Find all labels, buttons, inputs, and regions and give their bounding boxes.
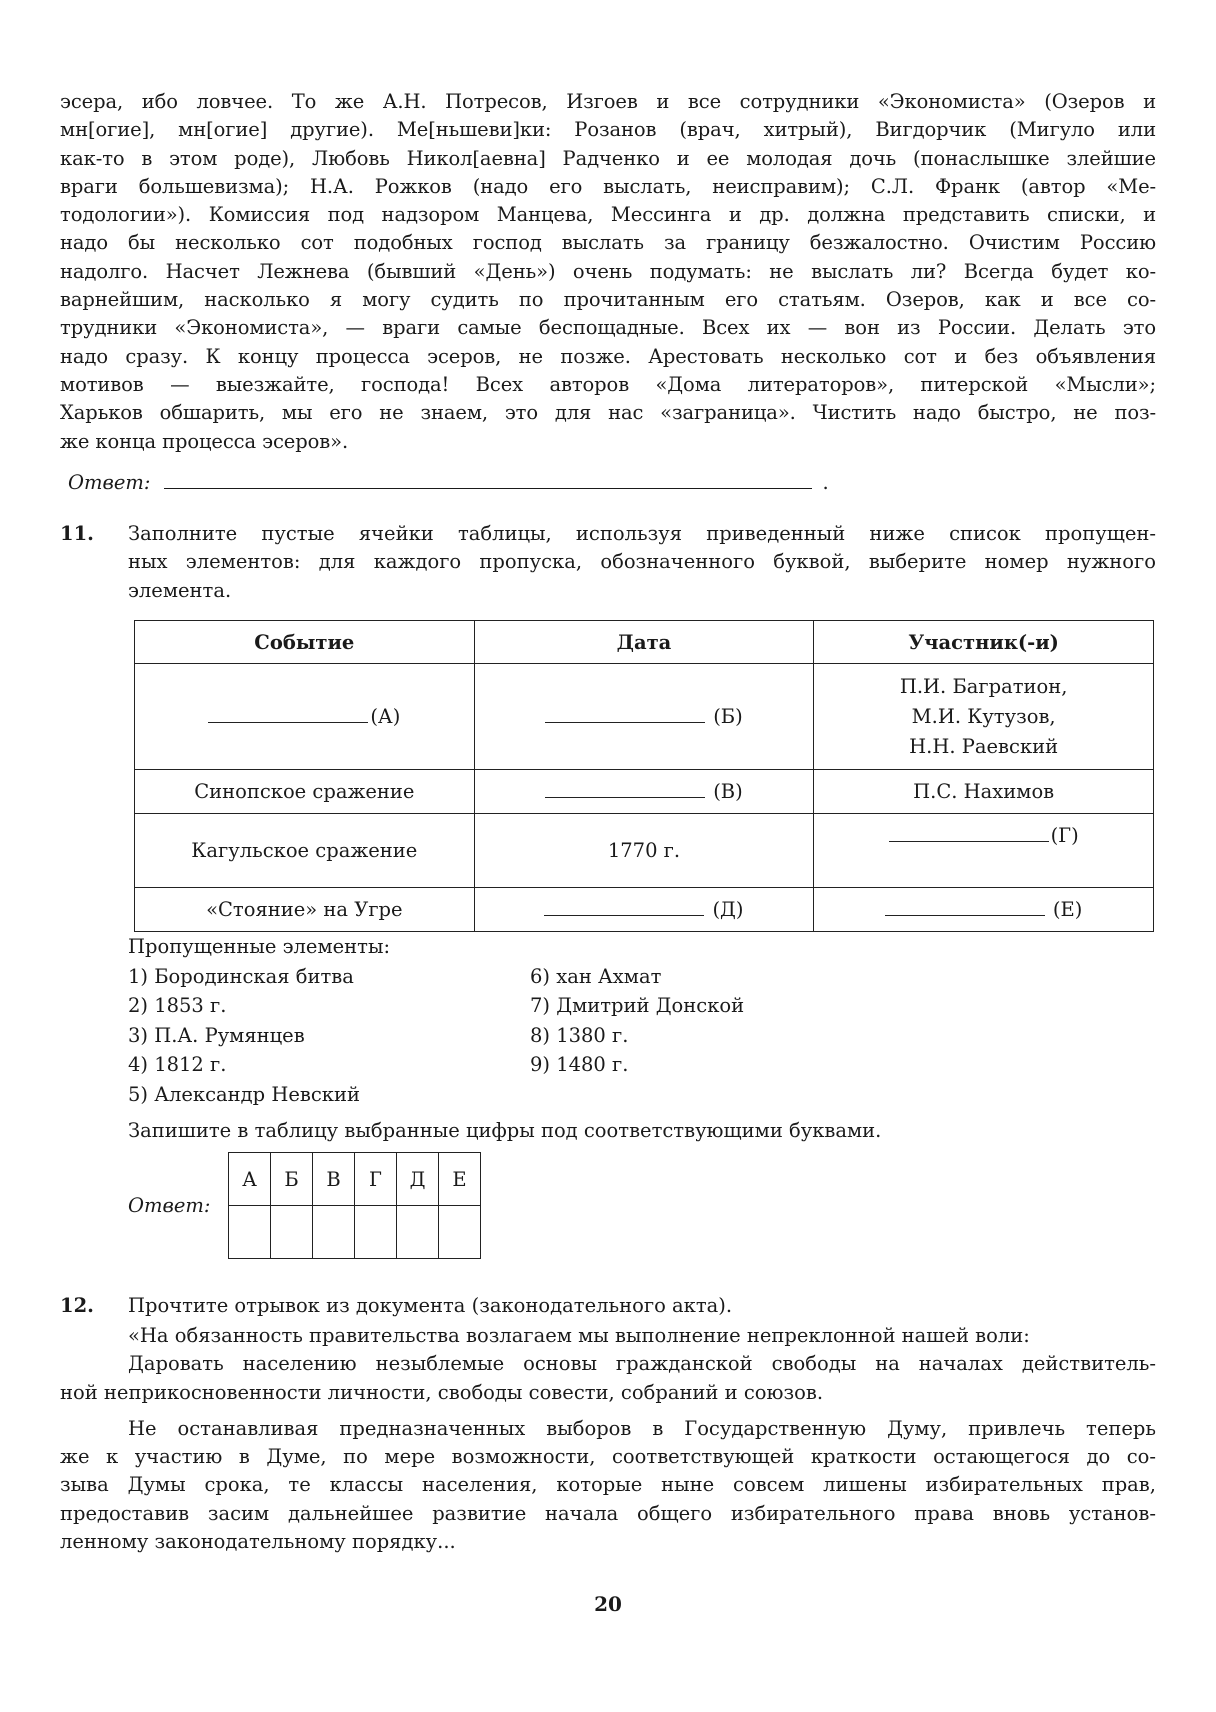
list-item: 1) Бородинская битва — [128, 964, 354, 988]
missing-col-right — [530, 962, 932, 1110]
list-item: 3) П.А. Румянцев — [128, 1023, 305, 1047]
answer-cell-a[interactable] — [229, 1206, 271, 1259]
participant-name: М.И. Кутузов, — [911, 704, 1056, 728]
list-item: 8) 1380 г. — [530, 1023, 629, 1047]
answer-cell-b[interactable] — [271, 1206, 313, 1259]
answer-instruction: Запишите в таблицу выбранные цифры под соответствующими буквами. — [128, 1119, 882, 1142]
list-item: 4) 1812 г. — [128, 1053, 227, 1076]
list-item: 7) Дмитрий Донской — [530, 994, 745, 1017]
cell-event: Кагульское сражение — [135, 814, 475, 888]
blank-letter: (Б) — [713, 705, 743, 728]
table-row — [135, 888, 1154, 932]
list-item: 2) 1853 г. — [128, 994, 227, 1017]
text-line: Харьков обшарить, мы его не знаем, это для нас «заграница». Чистить надо быстро, не поз- — [60, 401, 1156, 425]
text-line: тодологии»). Комиссия под надзором Манцева, Мессинга и др. должна представить списки, и — [60, 203, 1156, 227]
cell-participants-blank-g[interactable] — [814, 814, 1154, 888]
cell-event: Синопское сражение — [135, 770, 475, 814]
table-row — [135, 814, 1154, 888]
text-line: трудники «Экономиста», — враги самые беспощадные. Всех их — вон из России. Делать это — [60, 316, 1156, 340]
table-row — [135, 664, 1154, 770]
paragraph-gap — [60, 1407, 1156, 1415]
answer-letters-row — [229, 1153, 481, 1206]
quote-line: «На обязанность правительства возлагаем мы выполнение непреклонной нашей воли: — [128, 1324, 1030, 1347]
answer-label: Ответ: — [128, 1194, 211, 1217]
letter-v: В — [313, 1153, 355, 1206]
answer-input-line[interactable] — [164, 470, 812, 489]
task11 — [60, 520, 1156, 605]
letter-a: А — [229, 1153, 271, 1206]
header-participants: Участник(-и) — [814, 621, 1154, 664]
text-line: ных элементов: для каждого пропуска, обозначенного буквой, выберите номер нужного — [128, 550, 1156, 574]
task10-document-text — [60, 88, 1156, 456]
cell-date-blank-d[interactable] — [474, 888, 814, 932]
letter-d: Д — [397, 1153, 439, 1206]
task-number: 12. — [60, 1294, 94, 1317]
continuation-paragraph — [60, 88, 1156, 456]
quote-line: предоставив засим дальнейшее развитие начала общего избирательного права вновь установ- — [60, 1501, 1156, 1525]
table-header-row — [135, 621, 1154, 664]
quote-line: Не останавливая предназначенных выборов в Государственную Думу, привлечь теперь — [128, 1416, 1156, 1440]
text-line: враги большевизма); Н.А. Рожков (надо его выслать, неисправим); С.Л. Франк (автор «Ме- — [60, 174, 1156, 198]
blank-letter: (Е) — [1052, 898, 1083, 921]
text-line: мотивов — выезжайте, господа! Всех авторов «Дома литераторов», питерской «Мысли»; — [60, 372, 1156, 396]
table-row — [135, 770, 1154, 814]
text-line: мн[огие], мн[огие] другие). Ме[ньшеви]ки: Розанов (врач, хитрый), Вигдорчик (Мигуло или — [60, 118, 1156, 142]
quote-line: зыва Думы срока, те классы населения, которые ныне совсем лишены избирательных прав, — [60, 1473, 1156, 1497]
blank-letter: (А) — [370, 705, 401, 728]
answer-label: Ответ: — [68, 471, 151, 494]
quote-line: ной неприкосновенности личности, свободы совести, собраний и союзов. — [60, 1380, 824, 1404]
header-event: Событие — [135, 621, 475, 664]
blank-line — [889, 840, 1049, 842]
cell-date: 1770 г. — [474, 814, 814, 888]
cell-participants-blank-e[interactable] — [814, 888, 1154, 932]
task11-answer — [128, 1152, 481, 1259]
cell-event-blank-a[interactable] — [135, 664, 475, 770]
cell-event: «Стояние» на Угре — [135, 888, 475, 932]
text-line: Заполните пустые ячейки таблицы, используя приведенный ниже список пропущен- — [128, 522, 1156, 545]
text-line: надолго. Насчет Лежнева (бывший «День») очень подумать: не выслать ли? Всегда будет ко- — [60, 259, 1156, 283]
missing-elements-list — [128, 962, 932, 1110]
list-item: 9) 1480 г. — [530, 1053, 629, 1076]
answer-grid — [228, 1152, 481, 1259]
answer-cell-g[interactable] — [355, 1206, 397, 1259]
answer-cell-v[interactable] — [313, 1206, 355, 1259]
answer-cell-e[interactable] — [439, 1206, 481, 1259]
text-line: варнейшим, насколько я могу судить по прочитанным его статьям. Озеров, как и все со- — [60, 288, 1156, 312]
blank-line — [208, 721, 368, 723]
missing-elements-title: Пропущенные элементы: — [128, 935, 391, 958]
blank-line — [545, 796, 705, 798]
blank-letter: (В) — [713, 780, 743, 803]
cell-date-blank-b[interactable] — [474, 664, 814, 770]
missing-elements — [128, 932, 932, 1109]
answer-cell-d[interactable] — [397, 1206, 439, 1259]
blank-letter: (Д) — [712, 898, 744, 921]
letter-g: Г — [355, 1153, 397, 1206]
list-item: 5) Александр Невский — [128, 1082, 360, 1106]
document-quote — [60, 1322, 1156, 1556]
task12 — [60, 1292, 1156, 1320]
participant-name: П.И. Багратион, — [899, 674, 1068, 698]
cell-date-blank-v[interactable] — [474, 770, 814, 814]
text-line: эсера, ибо ловчее. То же А.Н. Потресов, Изгоев и все сотрудники «Экономиста» (Озеров и — [60, 90, 1156, 113]
events-table — [134, 620, 1154, 932]
blank-letter: (Г) — [1050, 824, 1079, 847]
missing-col-left — [128, 962, 530, 1110]
quote-line: Даровать населению незыблемые основы гражданской свободы на началах действитель- — [128, 1352, 1156, 1376]
page-number: 20 — [594, 1592, 622, 1616]
header-date: Дата — [474, 621, 814, 664]
quote-line: ленному законодательному порядку... — [60, 1530, 456, 1554]
text-line: надо бы несколько сот подобных господ выслать за границу безжалостно. Очистим Россию — [60, 231, 1156, 255]
task-number: 11. — [60, 522, 94, 545]
task-instructions — [128, 1292, 1156, 1320]
cell-participants — [814, 664, 1154, 770]
cell-participants: П.С. Нахимов — [814, 770, 1154, 814]
answer-values-row — [229, 1206, 481, 1259]
list-item: 6) хан Ахмат — [530, 964, 662, 988]
blank-line — [544, 914, 704, 916]
text-line: надо сразу. К концу процесса эсеров, не позже. Арестовать несколько сот и без объявления — [60, 344, 1156, 368]
text-line: же конца процесса эсеров». — [60, 429, 349, 453]
blank-line — [885, 914, 1045, 916]
letter-b: Б — [271, 1153, 313, 1206]
answer-period: . — [822, 471, 829, 494]
text-line: как-то в этом роде), Любовь Никол[аевна] Радченко и ее молодая дочь (понаслышке злейшие — [60, 146, 1156, 170]
letter-e: Е — [439, 1153, 481, 1206]
text-line: элемента. — [128, 578, 232, 602]
blank-line — [545, 721, 705, 723]
task10-answer — [68, 470, 829, 494]
participant-name: Н.Н. Раевский — [909, 734, 1059, 758]
task-instructions — [128, 520, 1156, 605]
quote-line: же к участию в Думе, по мере возможности, соответствующей краткости остающегося до со- — [60, 1445, 1156, 1469]
text-line: Прочтите отрывок из документа (законодательного акта). — [128, 1294, 733, 1317]
